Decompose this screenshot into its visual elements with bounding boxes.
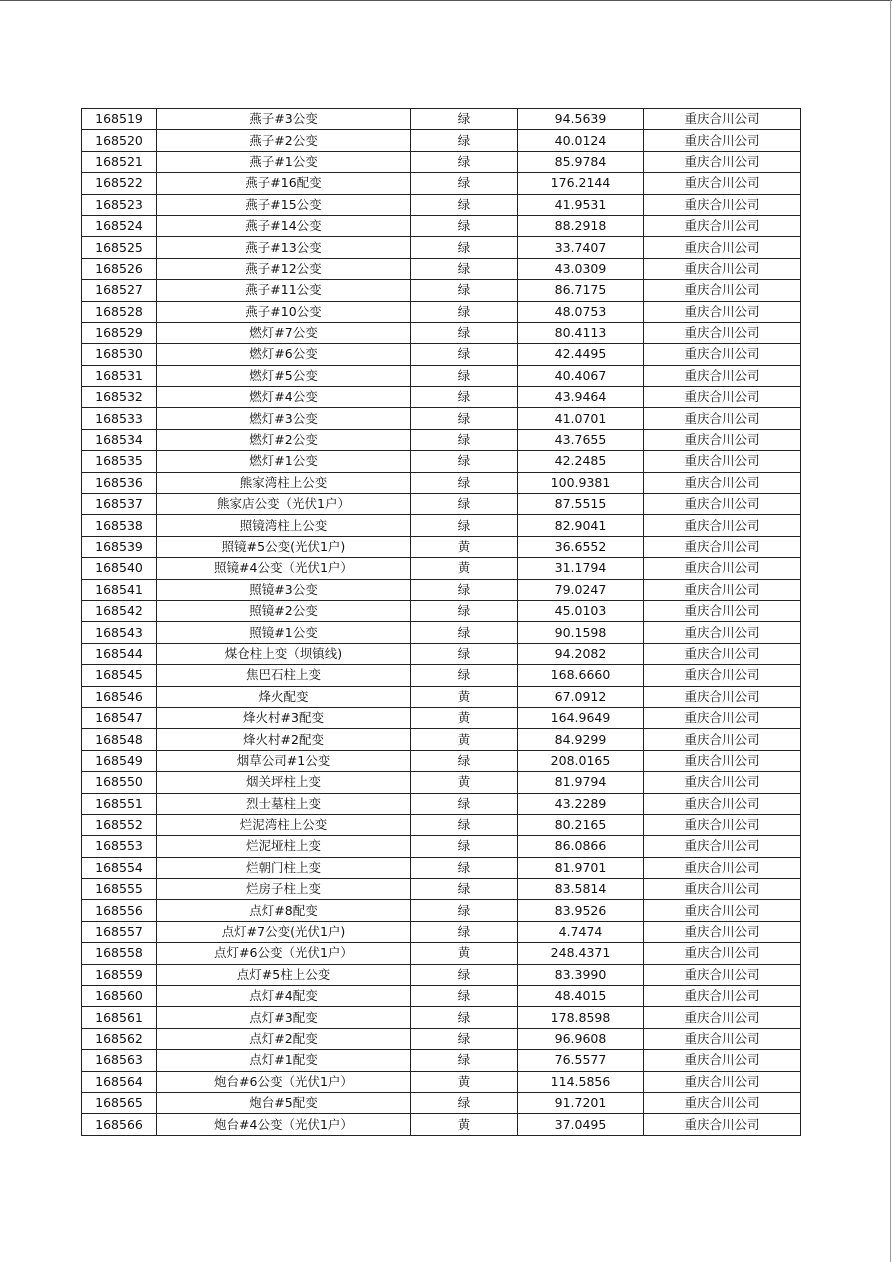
row-name-cell: 煤仓柱上变（坝镇线) bbox=[157, 643, 411, 664]
row-name-cell: 照镜#4公变（光伏1户） bbox=[157, 558, 411, 579]
row-status-cell: 绿 bbox=[411, 622, 518, 643]
row-status-cell: 绿 bbox=[411, 322, 518, 343]
row-status-cell: 绿 bbox=[411, 793, 518, 814]
row-value-cell: 4.7474 bbox=[518, 921, 644, 942]
row-status-cell: 绿 bbox=[411, 173, 518, 194]
row-company-cell: 重庆合川公司 bbox=[644, 600, 801, 621]
row-id-cell: 168558 bbox=[82, 943, 157, 964]
row-value-cell: 176.2144 bbox=[518, 173, 644, 194]
row-company-cell: 重庆合川公司 bbox=[644, 622, 801, 643]
row-value-cell: 48.4015 bbox=[518, 986, 644, 1007]
row-status-cell: 黄 bbox=[411, 943, 518, 964]
row-id-cell: 168566 bbox=[82, 1114, 157, 1135]
row-name-cell: 点灯#4配变 bbox=[157, 986, 411, 1007]
row-id-cell: 168531 bbox=[82, 365, 157, 386]
row-id-cell: 168532 bbox=[82, 387, 157, 408]
table-row bbox=[82, 109, 801, 130]
row-id-cell: 168549 bbox=[82, 750, 157, 771]
row-company-cell: 重庆合川公司 bbox=[644, 1050, 801, 1071]
row-name-cell: 烂泥垭柱上变 bbox=[157, 836, 411, 857]
row-name-cell: 烽火村#3配变 bbox=[157, 707, 411, 728]
row-value-cell: 67.0912 bbox=[518, 686, 644, 707]
row-id-cell: 168552 bbox=[82, 814, 157, 835]
row-value-cell: 100.9381 bbox=[518, 472, 644, 493]
table-row bbox=[82, 772, 801, 793]
row-value-cell: 36.6552 bbox=[518, 536, 644, 557]
row-value-cell: 79.0247 bbox=[518, 579, 644, 600]
row-status-cell: 绿 bbox=[411, 1007, 518, 1028]
row-company-cell: 重庆合川公司 bbox=[644, 964, 801, 985]
row-id-cell: 168556 bbox=[82, 900, 157, 921]
table-row bbox=[82, 215, 801, 236]
row-name-cell: 点灯#6公变（光伏1户） bbox=[157, 943, 411, 964]
table-row bbox=[82, 1114, 801, 1135]
row-name-cell: 燃灯#2公变 bbox=[157, 429, 411, 450]
row-name-cell: 烟草公司#1公变 bbox=[157, 750, 411, 771]
row-id-cell: 168560 bbox=[82, 986, 157, 1007]
row-name-cell: 熊家湾柱上公变 bbox=[157, 472, 411, 493]
row-value-cell: 76.5577 bbox=[518, 1050, 644, 1071]
row-name-cell: 点灯#2配变 bbox=[157, 1028, 411, 1049]
row-status-cell: 绿 bbox=[411, 879, 518, 900]
row-company-cell: 重庆合川公司 bbox=[644, 258, 801, 279]
row-status-cell: 黄 bbox=[411, 536, 518, 557]
table-row bbox=[82, 1028, 801, 1049]
row-status-cell: 绿 bbox=[411, 151, 518, 172]
table-row bbox=[82, 943, 801, 964]
page-top-border bbox=[0, 0, 892, 1]
row-value-cell: 87.5515 bbox=[518, 494, 644, 515]
row-status-cell: 黄 bbox=[411, 1114, 518, 1135]
table-row bbox=[82, 1071, 801, 1092]
row-status-cell: 绿 bbox=[411, 494, 518, 515]
row-id-cell: 168565 bbox=[82, 1092, 157, 1113]
row-name-cell: 燕子#3公变 bbox=[157, 109, 411, 130]
row-status-cell: 绿 bbox=[411, 130, 518, 151]
table-row bbox=[82, 836, 801, 857]
row-value-cell: 86.7175 bbox=[518, 280, 644, 301]
table-row bbox=[82, 408, 801, 429]
row-status-cell: 绿 bbox=[411, 579, 518, 600]
row-id-cell: 168561 bbox=[82, 1007, 157, 1028]
row-name-cell: 燕子#14公变 bbox=[157, 215, 411, 236]
row-company-cell: 重庆合川公司 bbox=[644, 836, 801, 857]
table-row bbox=[82, 151, 801, 172]
row-value-cell: 81.9794 bbox=[518, 772, 644, 793]
table-row bbox=[82, 579, 801, 600]
row-value-cell: 80.2165 bbox=[518, 814, 644, 835]
row-id-cell: 168546 bbox=[82, 686, 157, 707]
table-row bbox=[82, 729, 801, 750]
row-value-cell: 40.0124 bbox=[518, 130, 644, 151]
table-row bbox=[82, 643, 801, 664]
row-value-cell: 80.4113 bbox=[518, 322, 644, 343]
row-name-cell: 照镜#5公变(光伏1户) bbox=[157, 536, 411, 557]
row-status-cell: 绿 bbox=[411, 600, 518, 621]
row-value-cell: 82.9041 bbox=[518, 515, 644, 536]
row-company-cell: 重庆合川公司 bbox=[644, 1071, 801, 1092]
row-status-cell: 绿 bbox=[411, 258, 518, 279]
row-value-cell: 91.7201 bbox=[518, 1092, 644, 1113]
row-id-cell: 168555 bbox=[82, 879, 157, 900]
row-status-cell: 绿 bbox=[411, 836, 518, 857]
row-status-cell: 黄 bbox=[411, 707, 518, 728]
row-company-cell: 重庆合川公司 bbox=[644, 515, 801, 536]
row-id-cell: 168541 bbox=[82, 579, 157, 600]
table-row bbox=[82, 879, 801, 900]
table-row bbox=[82, 194, 801, 215]
row-company-cell: 重庆合川公司 bbox=[644, 707, 801, 728]
table-row bbox=[82, 130, 801, 151]
row-name-cell: 照镜#3公变 bbox=[157, 579, 411, 600]
row-id-cell: 168519 bbox=[82, 109, 157, 130]
table-row bbox=[82, 921, 801, 942]
transformer-table bbox=[81, 108, 801, 1136]
row-company-cell: 重庆合川公司 bbox=[644, 921, 801, 942]
row-id-cell: 168554 bbox=[82, 857, 157, 878]
row-company-cell: 重庆合川公司 bbox=[644, 387, 801, 408]
table-row bbox=[82, 173, 801, 194]
row-status-cell: 绿 bbox=[411, 365, 518, 386]
row-name-cell: 炮台#5配变 bbox=[157, 1092, 411, 1113]
row-id-cell: 168553 bbox=[82, 836, 157, 857]
row-value-cell: 83.3990 bbox=[518, 964, 644, 985]
row-company-cell: 重庆合川公司 bbox=[644, 943, 801, 964]
row-status-cell: 绿 bbox=[411, 451, 518, 472]
row-status-cell: 绿 bbox=[411, 109, 518, 130]
row-company-cell: 重庆合川公司 bbox=[644, 665, 801, 686]
row-name-cell: 燕子#1公变 bbox=[157, 151, 411, 172]
row-value-cell: 178.8598 bbox=[518, 1007, 644, 1028]
row-id-cell: 168537 bbox=[82, 494, 157, 515]
row-name-cell: 烈士墓柱上变 bbox=[157, 793, 411, 814]
table-row bbox=[82, 429, 801, 450]
row-value-cell: 90.1598 bbox=[518, 622, 644, 643]
row-status-cell: 黄 bbox=[411, 558, 518, 579]
row-status-cell: 绿 bbox=[411, 387, 518, 408]
row-value-cell: 94.2082 bbox=[518, 643, 644, 664]
row-id-cell: 168551 bbox=[82, 793, 157, 814]
row-name-cell: 烽火配变 bbox=[157, 686, 411, 707]
row-status-cell: 绿 bbox=[411, 643, 518, 664]
table-row bbox=[82, 237, 801, 258]
row-company-cell: 重庆合川公司 bbox=[644, 301, 801, 322]
row-company-cell: 重庆合川公司 bbox=[644, 408, 801, 429]
row-name-cell: 点灯#7公变(光伏1户) bbox=[157, 921, 411, 942]
row-name-cell: 照镜#1公变 bbox=[157, 622, 411, 643]
row-value-cell: 43.9464 bbox=[518, 387, 644, 408]
row-company-cell: 重庆合川公司 bbox=[644, 579, 801, 600]
row-status-cell: 绿 bbox=[411, 215, 518, 236]
row-name-cell: 焦巴石柱上变 bbox=[157, 665, 411, 686]
table-body bbox=[82, 109, 801, 1136]
row-value-cell: 43.2289 bbox=[518, 793, 644, 814]
row-company-cell: 重庆合川公司 bbox=[644, 900, 801, 921]
row-id-cell: 168533 bbox=[82, 408, 157, 429]
row-id-cell: 168563 bbox=[82, 1050, 157, 1071]
row-company-cell: 重庆合川公司 bbox=[644, 472, 801, 493]
row-id-cell: 168550 bbox=[82, 772, 157, 793]
table-row bbox=[82, 365, 801, 386]
row-name-cell: 燃灯#3公变 bbox=[157, 408, 411, 429]
row-status-cell: 黄 bbox=[411, 686, 518, 707]
row-value-cell: 37.0495 bbox=[518, 1114, 644, 1135]
row-value-cell: 45.0103 bbox=[518, 600, 644, 621]
row-name-cell: 烟关坪柱上变 bbox=[157, 772, 411, 793]
table-row bbox=[82, 793, 801, 814]
row-id-cell: 168547 bbox=[82, 707, 157, 728]
row-value-cell: 168.6660 bbox=[518, 665, 644, 686]
table-row bbox=[82, 900, 801, 921]
row-name-cell: 燕子#2公变 bbox=[157, 130, 411, 151]
row-company-cell: 重庆合川公司 bbox=[644, 237, 801, 258]
row-name-cell: 烂房子柱上变 bbox=[157, 879, 411, 900]
row-company-cell: 重庆合川公司 bbox=[644, 322, 801, 343]
row-value-cell: 48.0753 bbox=[518, 301, 644, 322]
row-id-cell: 168538 bbox=[82, 515, 157, 536]
row-id-cell: 168521 bbox=[82, 151, 157, 172]
row-company-cell: 重庆合川公司 bbox=[644, 729, 801, 750]
row-company-cell: 重庆合川公司 bbox=[644, 986, 801, 1007]
row-id-cell: 168527 bbox=[82, 280, 157, 301]
row-status-cell: 绿 bbox=[411, 964, 518, 985]
table-row bbox=[82, 451, 801, 472]
row-value-cell: 42.4495 bbox=[518, 344, 644, 365]
row-status-cell: 绿 bbox=[411, 814, 518, 835]
table-row bbox=[82, 1092, 801, 1113]
row-name-cell: 熊家店公变（光伏1户） bbox=[157, 494, 411, 515]
row-id-cell: 168529 bbox=[82, 322, 157, 343]
row-name-cell: 炮台#4公变（光伏1户） bbox=[157, 1114, 411, 1135]
row-id-cell: 168562 bbox=[82, 1028, 157, 1049]
table-row bbox=[82, 344, 801, 365]
row-id-cell: 168530 bbox=[82, 344, 157, 365]
row-value-cell: 85.9784 bbox=[518, 151, 644, 172]
row-company-cell: 重庆合川公司 bbox=[644, 536, 801, 557]
row-value-cell: 33.7407 bbox=[518, 237, 644, 258]
row-value-cell: 208.0165 bbox=[518, 750, 644, 771]
table-row bbox=[82, 258, 801, 279]
row-id-cell: 168520 bbox=[82, 130, 157, 151]
table-row bbox=[82, 986, 801, 1007]
table-row bbox=[82, 494, 801, 515]
row-name-cell: 烂泥湾柱上公变 bbox=[157, 814, 411, 835]
table-row bbox=[82, 558, 801, 579]
table-row bbox=[82, 814, 801, 835]
row-name-cell: 照镜#2公变 bbox=[157, 600, 411, 621]
row-value-cell: 88.2918 bbox=[518, 215, 644, 236]
page-right-border bbox=[890, 0, 891, 1262]
table-row bbox=[82, 472, 801, 493]
row-name-cell: 燕子#15公变 bbox=[157, 194, 411, 215]
row-company-cell: 重庆合川公司 bbox=[644, 173, 801, 194]
row-status-cell: 黄 bbox=[411, 729, 518, 750]
row-status-cell: 绿 bbox=[411, 857, 518, 878]
row-name-cell: 燕子#10公变 bbox=[157, 301, 411, 322]
row-company-cell: 重庆合川公司 bbox=[644, 151, 801, 172]
row-value-cell: 83.9526 bbox=[518, 900, 644, 921]
row-id-cell: 168559 bbox=[82, 964, 157, 985]
row-status-cell: 绿 bbox=[411, 237, 518, 258]
table-row bbox=[82, 387, 801, 408]
row-status-cell: 绿 bbox=[411, 750, 518, 771]
row-id-cell: 168539 bbox=[82, 536, 157, 557]
row-company-cell: 重庆合川公司 bbox=[644, 793, 801, 814]
row-status-cell: 绿 bbox=[411, 280, 518, 301]
row-company-cell: 重庆合川公司 bbox=[644, 344, 801, 365]
row-company-cell: 重庆合川公司 bbox=[644, 109, 801, 130]
row-id-cell: 168526 bbox=[82, 258, 157, 279]
row-id-cell: 168543 bbox=[82, 622, 157, 643]
row-name-cell: 燕子#11公变 bbox=[157, 280, 411, 301]
row-status-cell: 绿 bbox=[411, 900, 518, 921]
row-company-cell: 重庆合川公司 bbox=[644, 215, 801, 236]
row-status-cell: 绿 bbox=[411, 665, 518, 686]
row-name-cell: 燃灯#6公变 bbox=[157, 344, 411, 365]
row-company-cell: 重庆合川公司 bbox=[644, 280, 801, 301]
row-name-cell: 照镜湾柱上公变 bbox=[157, 515, 411, 536]
row-company-cell: 重庆合川公司 bbox=[644, 772, 801, 793]
row-name-cell: 燕子#13公变 bbox=[157, 237, 411, 258]
row-value-cell: 83.5814 bbox=[518, 879, 644, 900]
table-row bbox=[82, 1007, 801, 1028]
row-value-cell: 86.0866 bbox=[518, 836, 644, 857]
table-row bbox=[82, 622, 801, 643]
row-status-cell: 黄 bbox=[411, 1071, 518, 1092]
row-value-cell: 114.5856 bbox=[518, 1071, 644, 1092]
row-value-cell: 248.4371 bbox=[518, 943, 644, 964]
table-row bbox=[82, 515, 801, 536]
row-status-cell: 绿 bbox=[411, 921, 518, 942]
row-id-cell: 168544 bbox=[82, 643, 157, 664]
row-company-cell: 重庆合川公司 bbox=[644, 1114, 801, 1135]
row-name-cell: 燃灯#4公变 bbox=[157, 387, 411, 408]
row-id-cell: 168524 bbox=[82, 215, 157, 236]
row-company-cell: 重庆合川公司 bbox=[644, 879, 801, 900]
row-value-cell: 43.0309 bbox=[518, 258, 644, 279]
row-name-cell: 烽火村#2配变 bbox=[157, 729, 411, 750]
row-status-cell: 绿 bbox=[411, 472, 518, 493]
table-row bbox=[82, 322, 801, 343]
row-id-cell: 168548 bbox=[82, 729, 157, 750]
row-id-cell: 168525 bbox=[82, 237, 157, 258]
row-company-cell: 重庆合川公司 bbox=[644, 429, 801, 450]
row-value-cell: 41.9531 bbox=[518, 194, 644, 215]
row-company-cell: 重庆合川公司 bbox=[644, 1007, 801, 1028]
row-id-cell: 168557 bbox=[82, 921, 157, 942]
row-status-cell: 绿 bbox=[411, 1092, 518, 1113]
table-row bbox=[82, 1050, 801, 1071]
row-name-cell: 燕子#16配变 bbox=[157, 173, 411, 194]
row-company-cell: 重庆合川公司 bbox=[644, 558, 801, 579]
row-company-cell: 重庆合川公司 bbox=[644, 130, 801, 151]
row-id-cell: 168528 bbox=[82, 301, 157, 322]
row-value-cell: 84.9299 bbox=[518, 729, 644, 750]
table-row bbox=[82, 857, 801, 878]
row-status-cell: 绿 bbox=[411, 194, 518, 215]
row-name-cell: 点灯#1配变 bbox=[157, 1050, 411, 1071]
row-id-cell: 168535 bbox=[82, 451, 157, 472]
table-row bbox=[82, 665, 801, 686]
row-company-cell: 重庆合川公司 bbox=[644, 365, 801, 386]
row-company-cell: 重庆合川公司 bbox=[644, 1028, 801, 1049]
row-company-cell: 重庆合川公司 bbox=[644, 1092, 801, 1113]
row-id-cell: 168545 bbox=[82, 665, 157, 686]
row-name-cell: 烂朝门柱上变 bbox=[157, 857, 411, 878]
row-value-cell: 94.5639 bbox=[518, 109, 644, 130]
table-row bbox=[82, 686, 801, 707]
row-value-cell: 43.7655 bbox=[518, 429, 644, 450]
table-row bbox=[82, 536, 801, 557]
row-name-cell: 燃灯#7公变 bbox=[157, 322, 411, 343]
table-row bbox=[82, 964, 801, 985]
row-id-cell: 168540 bbox=[82, 558, 157, 579]
row-name-cell: 燃灯#1公变 bbox=[157, 451, 411, 472]
row-status-cell: 绿 bbox=[411, 301, 518, 322]
row-company-cell: 重庆合川公司 bbox=[644, 194, 801, 215]
row-company-cell: 重庆合川公司 bbox=[644, 750, 801, 771]
row-company-cell: 重庆合川公司 bbox=[644, 451, 801, 472]
row-value-cell: 42.2485 bbox=[518, 451, 644, 472]
row-id-cell: 168523 bbox=[82, 194, 157, 215]
row-status-cell: 绿 bbox=[411, 1028, 518, 1049]
table-row bbox=[82, 600, 801, 621]
row-company-cell: 重庆合川公司 bbox=[644, 686, 801, 707]
row-status-cell: 绿 bbox=[411, 515, 518, 536]
row-value-cell: 41.0701 bbox=[518, 408, 644, 429]
row-id-cell: 168564 bbox=[82, 1071, 157, 1092]
row-id-cell: 168536 bbox=[82, 472, 157, 493]
row-name-cell: 点灯#5柱上公变 bbox=[157, 964, 411, 985]
table-row bbox=[82, 301, 801, 322]
row-name-cell: 燃灯#5公变 bbox=[157, 365, 411, 386]
table-row bbox=[82, 280, 801, 301]
row-company-cell: 重庆合川公司 bbox=[644, 857, 801, 878]
row-status-cell: 绿 bbox=[411, 408, 518, 429]
row-status-cell: 绿 bbox=[411, 1050, 518, 1071]
row-value-cell: 40.4067 bbox=[518, 365, 644, 386]
row-status-cell: 绿 bbox=[411, 429, 518, 450]
row-value-cell: 96.9608 bbox=[518, 1028, 644, 1049]
row-value-cell: 81.9701 bbox=[518, 857, 644, 878]
row-name-cell: 炮台#6公变（光伏1户） bbox=[157, 1071, 411, 1092]
row-value-cell: 164.9649 bbox=[518, 707, 644, 728]
row-status-cell: 黄 bbox=[411, 772, 518, 793]
table-row bbox=[82, 707, 801, 728]
row-company-cell: 重庆合川公司 bbox=[644, 494, 801, 515]
row-status-cell: 绿 bbox=[411, 986, 518, 1007]
row-name-cell: 点灯#3配变 bbox=[157, 1007, 411, 1028]
row-id-cell: 168534 bbox=[82, 429, 157, 450]
row-name-cell: 燕子#12公变 bbox=[157, 258, 411, 279]
row-status-cell: 绿 bbox=[411, 344, 518, 365]
row-id-cell: 168522 bbox=[82, 173, 157, 194]
row-company-cell: 重庆合川公司 bbox=[644, 814, 801, 835]
row-company-cell: 重庆合川公司 bbox=[644, 643, 801, 664]
row-id-cell: 168542 bbox=[82, 600, 157, 621]
row-value-cell: 31.1794 bbox=[518, 558, 644, 579]
table-row bbox=[82, 750, 801, 771]
row-name-cell: 点灯#8配变 bbox=[157, 900, 411, 921]
